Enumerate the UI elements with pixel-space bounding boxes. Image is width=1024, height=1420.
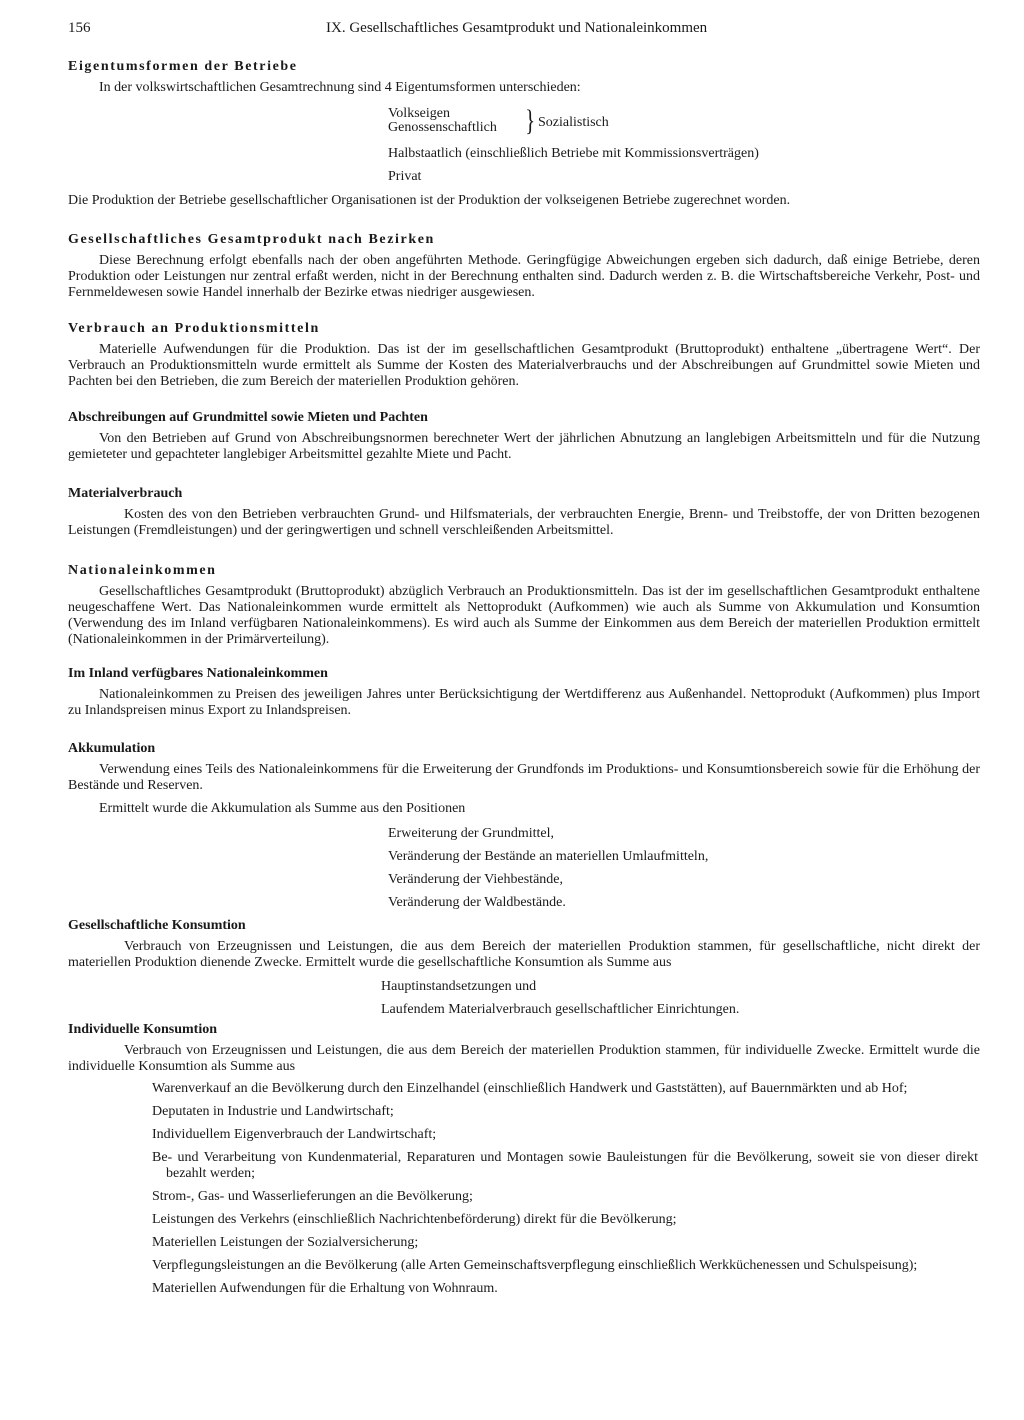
section-verbrauch <box>68 321 980 390</box>
list-item: Veränderung der Viehbestände, <box>388 872 563 887</box>
section-heading: Eigentumsformen der Betriebe <box>68 59 298 74</box>
section-abschreibungen <box>68 410 980 463</box>
list-item: Verpflegungsleistungen an die Bevölkerung (alle Arten Gemeinschaftsverpflegung einschließlich Werkküchenessen und Schulspeisung); <box>152 1258 918 1273</box>
list-item: Veränderung der Bestände an materiellen Umlaufmitteln, <box>388 849 709 864</box>
list-item: Laufendem Materialverbrauch gesellschaftlicher Einrichtungen. <box>381 1002 740 1017</box>
consumption-list <box>152 1081 978 1297</box>
page-number: 156 <box>68 20 91 36</box>
section-heading: Verbrauch an Produktionsmitteln <box>68 321 320 336</box>
section-heading: Abschreibungen auf Grundmittel sowie Mieten und Pachten <box>68 410 428 425</box>
paragraph: Kosten des von den Betrieben verbrauchten Grund- und Hilfsmaterials, der verbrauchten Energie, Brenn- und Treibstoffe, der von Dritten bezogenen Leistungen (Fremdleistungen) und der geringwertigen und schnell verschleißenden Arbeitsmittel. <box>68 507 980 538</box>
section-akkumulation <box>68 741 980 817</box>
paragraph: Nationaleinkommen zu Preisen des jeweiligen Jahres unter Berücksichtigung der Wertdifferenz aus Außenhandel. Nettoprodukt (Aufkommen) plus Import zu Inlandspreisen minus Export zu Inlandspreisen. <box>68 687 980 718</box>
list-item: Erweiterung der Grundmittel, <box>388 826 555 841</box>
brace-label: Sozialistisch <box>538 115 609 130</box>
section-heading: Nationaleinkommen <box>68 563 217 578</box>
paragraph: Die Produktion der Betriebe gesellschaftlicher Organisationen ist der Produktion der volkseigenen Betriebe zugerechnet worden. <box>68 193 791 208</box>
section-heading: Akkumulation <box>68 741 156 756</box>
list-item: Leistungen des Verkehrs (einschließlich Nachrichtenbeförderung) direkt für die Bevölkerung; <box>152 1212 677 1227</box>
section-materialverbrauch <box>68 486 980 539</box>
ownership-note <box>68 193 980 209</box>
paragraph: Von den Betrieben auf Grund von Abschreibungsnormen berechneter Wert der jährlichen Abnutzung an langlebigen Arbeitsmitteln und für die Nutzung gemieteter und gepachteter langlebiger Arbeitsmittel gezahlte Miete und Pacht. <box>68 431 980 462</box>
ownership-form: Halbstaatlich (einschließlich Betriebe mit Kommissionsverträgen) <box>388 146 759 161</box>
chapter-title: IX. Gesellschaftliches Gesamtprodukt und Nationaleinkommen <box>326 20 708 36</box>
section-inland <box>68 666 980 719</box>
list-item: Materiellen Leistungen der Sozialversicherung; <box>152 1235 419 1250</box>
list-item: Hauptinstandsetzungen und <box>381 979 537 994</box>
section-individuelle-konsumtion <box>68 1022 980 1075</box>
page-header <box>68 20 958 38</box>
section-gesellschaftliche-konsumtion <box>68 918 980 971</box>
section-eigentumsformen <box>68 59 980 96</box>
section-heading: Individuelle Konsumtion <box>68 1022 217 1037</box>
list-item: Materiellen Aufwendungen für die Erhaltung von Wohnraum. <box>152 1281 498 1296</box>
ownership-form: Privat <box>388 169 422 184</box>
paragraph: Verbrauch von Erzeugnissen und Leistungen, die aus dem Bereich der materiellen Produktion stammen, für gesellschaftliche, nicht direkt der materiellen Produktion dienende Zwecke. Ermittelt wurde die gesellschaftliche Konsumtion als Summe aus <box>68 939 980 970</box>
section-heading: Gesellschaftliche Konsumtion <box>68 918 246 933</box>
ownership-brace-group <box>388 104 609 137</box>
section-intro: In der volkswirtschaftlichen Gesamtrechnung sind 4 Eigentumsformen unterschieden: <box>99 80 581 95</box>
list-item: Individuellem Eigenverbrauch der Landwirtschaft; <box>152 1127 437 1142</box>
section-heading: Im Inland verfügbares Nationaleinkommen <box>68 666 328 681</box>
list-item: Deputaten in Industrie und Landwirtschaft; <box>152 1104 394 1119</box>
section-nationaleinkommen <box>68 563 980 648</box>
paragraph: Diese Berechnung erfolgt ebenfalls nach der oben angeführten Methode. Geringfügige Abweichungen ergeben sich dadurch, daß einige Betriebe, deren Produktion oder Leistungen nur zentral erfaßt werden, nicht in der Berechnung enthalten sind. Dadurch werden z. B. die Wirtschaftsbereiche Verkehr, Post- und Fernmeldewesen sowie Handel innerhalb der Bezirke etwas niedriger ausgewiesen. <box>68 253 980 300</box>
curly-brace-icon: } <box>525 104 536 137</box>
paragraph: Ermittelt wurde die Akkumulation als Summe aus den Positionen <box>99 801 466 816</box>
list-item: Warenverkauf an die Bevölkerung durch den Einzelhandel (einschließlich Handwerk und Gaststätten), auf Bauernmärkten und ab Hof; <box>152 1081 908 1096</box>
list-item: Be- und Verarbeitung von Kundenmaterial, Reparaturen und Montagen sowie Bauleistungen für die Bevölkerung, soweit sie von dieser direkt bezahlt werden; <box>152 1150 978 1181</box>
paragraph: Gesellschaftliches Gesamtprodukt (Bruttoprodukt) abzüglich Verbrauch an Produktionsmitteln. Das ist der im gesellschaftlichen Gesamtprodukt enthaltene neugeschaffene Wert. Das Nationaleinkommen wurde ermittelt als Nettoprodukt (Aufkommen) wie auch als Summe von Akkumulation und Konsumtion (Verwendung des im Inland verfügbaren Nationaleinkommens). Es wird auch als Summe der Einkommen aus dem Bereich der materiellen Produktion ermittelt (Nationaleinkommen in der Primärverteilung). <box>68 584 980 647</box>
section-bezirke <box>68 232 980 301</box>
paragraph: Verwendung eines Teils des Nationaleinkommens für die Erweiterung der Grundfonds im Produktions- und Konsumtionsbereich sowie für die Erhöhung der Bestände und Reserven. <box>68 762 980 793</box>
list-item: Veränderung der Waldbestände. <box>388 895 566 910</box>
paragraph: Verbrauch von Erzeugnissen und Leistungen, die aus dem Bereich der materiellen Produktion stammen, für individuelle Zwecke. Ermittelt wurde die individuelle Konsumtion als Summe aus <box>68 1043 980 1074</box>
list-item: Strom-, Gas- und Wasserlieferungen an die Bevölkerung; <box>152 1189 473 1204</box>
ownership-form: Volkseigen <box>388 106 450 121</box>
section-heading: Gesellschaftliches Gesamtprodukt nach Bezirken <box>68 232 435 247</box>
ownership-form: Genossenschaftlich <box>388 120 497 135</box>
paragraph: Materielle Aufwendungen für die Produktion. Das ist der im gesellschaftlichen Gesamtprodukt (Bruttoprodukt) enthaltene „übertragene Wert“. Der Verbrauch an Produktionsmitteln wurde ermittelt als Summe der Kosten des Materialverbrauchs und der Abschreibungen auf Grundmittel sowie Mieten und Pachten bei den Betrieben, die zum Bereich der materiellen Produktion gehören. <box>68 342 980 389</box>
section-heading: Materialverbrauch <box>68 486 183 501</box>
